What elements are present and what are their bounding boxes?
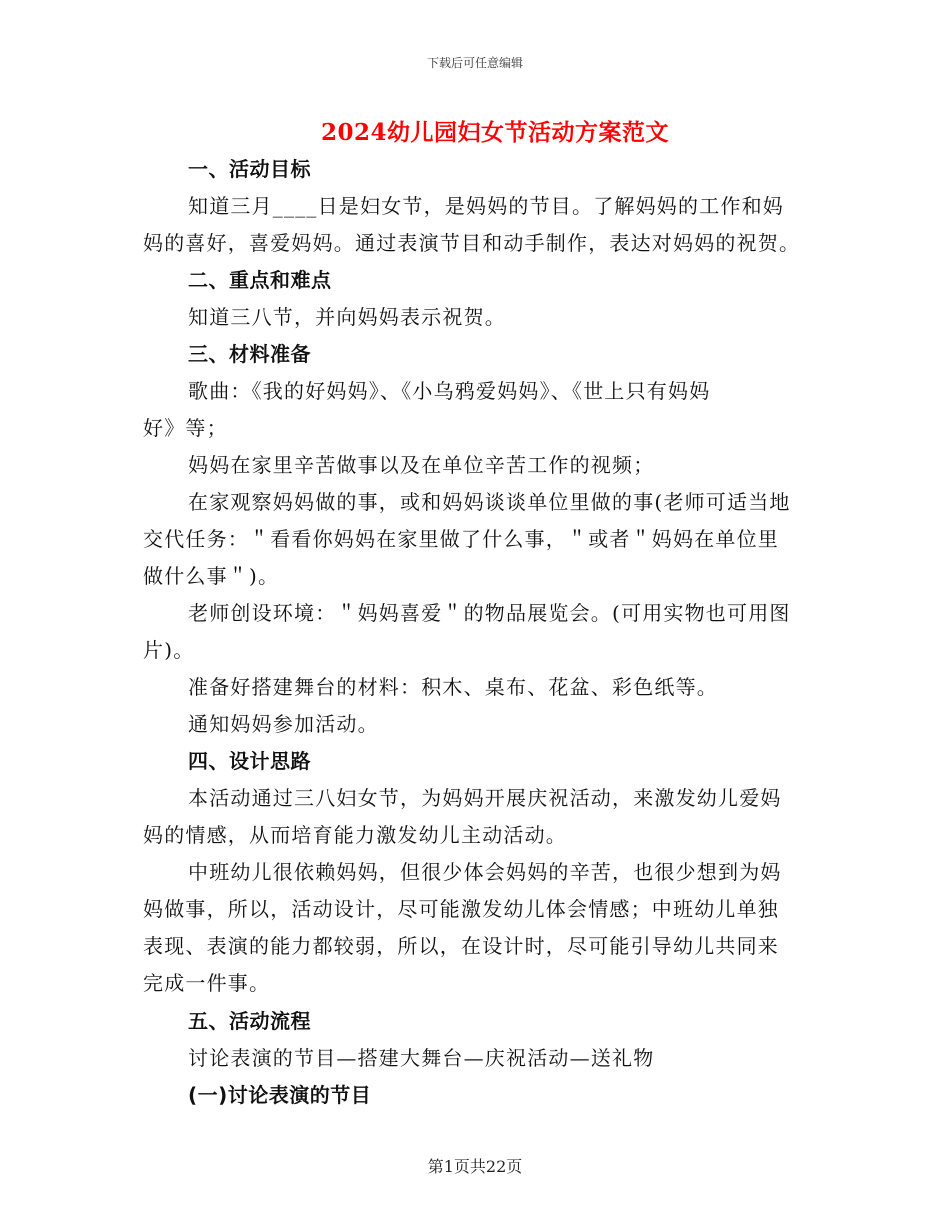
- subsection-heading-discuss: (一)讨论表演的节目: [188, 1083, 372, 1107]
- paragraph-line: 知道三月____日是妇女节，是妈妈的节目。了解妈妈的工作和妈: [188, 194, 784, 218]
- paragraph-line: 完成一件事。: [143, 971, 271, 995]
- paragraph-line: 做什么事＂)。: [143, 564, 280, 588]
- paragraph-line: 讨论表演的节目—搭建大舞台—庆祝活动—送礼物: [188, 1046, 655, 1070]
- paragraph-line: 老师创设环境：＂妈妈喜爱＂的物品展览会。(可用实物也可用图: [188, 601, 791, 625]
- paragraph-line: 妈妈在家里辛苦做事以及在单位辛苦工作的视频；: [188, 453, 655, 477]
- section-heading-key-points: 二、重点和难点: [188, 268, 332, 292]
- section-heading-materials: 三、材料准备: [188, 342, 311, 366]
- paragraph-line: 妈的情感，从而培育能力激发幼儿主动活动。: [143, 823, 567, 847]
- paragraph-line: 在家观察妈妈做的事，或和妈妈谈谈单位里做的事(老师可适当地: [188, 490, 791, 514]
- paragraph-line: 妈做事，所以，活动设计，尽可能激发幼儿体会情感；中班幼儿单独: [143, 897, 779, 921]
- paragraph-line: 表现、表演的能力都较弱，所以，在设计时，尽可能引导幼儿共同来: [143, 934, 779, 958]
- section-heading-design: 四、设计思路: [188, 749, 311, 773]
- paragraph-line: 好》等；: [143, 416, 228, 440]
- paragraph-line: 中班幼儿很依赖妈妈，但很少体会妈妈的辛苦，也很少想到为妈: [188, 860, 782, 884]
- page-number: 第1页共22页: [427, 1157, 523, 1176]
- section-heading-goals: 一、活动目标: [188, 157, 311, 181]
- paragraph-line: 本活动通过三八妇女节，为妈妈开展庆祝活动，来激发幼儿爱妈: [188, 786, 782, 810]
- page-header-note: 下载后可任意编辑: [426, 56, 523, 70]
- document-title: 2024幼儿园妇女节活动方案范文: [320, 119, 669, 146]
- paragraph-line: 准备好搭建舞台的材料：积木、桌布、花盆、彩色纸等。: [188, 675, 718, 699]
- paragraph-line: 知道三八节，并向妈妈表示祝贺。: [188, 305, 506, 329]
- paragraph-line: 歌曲：《我的好妈妈》、《小乌鸦爱妈妈》、《世上只有妈妈: [188, 379, 711, 403]
- paragraph-line: 通知妈妈参加活动。: [188, 712, 379, 736]
- paragraph-line: 交代任务：＂看看你妈妈在家里做了什么事，＂或者＂妈妈在单位里: [143, 527, 779, 551]
- paragraph-line: 妈的喜好，喜爱妈妈。通过表演节目和动手制作，表达对妈妈的祝贺。: [143, 231, 801, 255]
- paragraph-line: 片)。: [143, 638, 195, 662]
- section-heading-process: 五、活动流程: [188, 1009, 311, 1033]
